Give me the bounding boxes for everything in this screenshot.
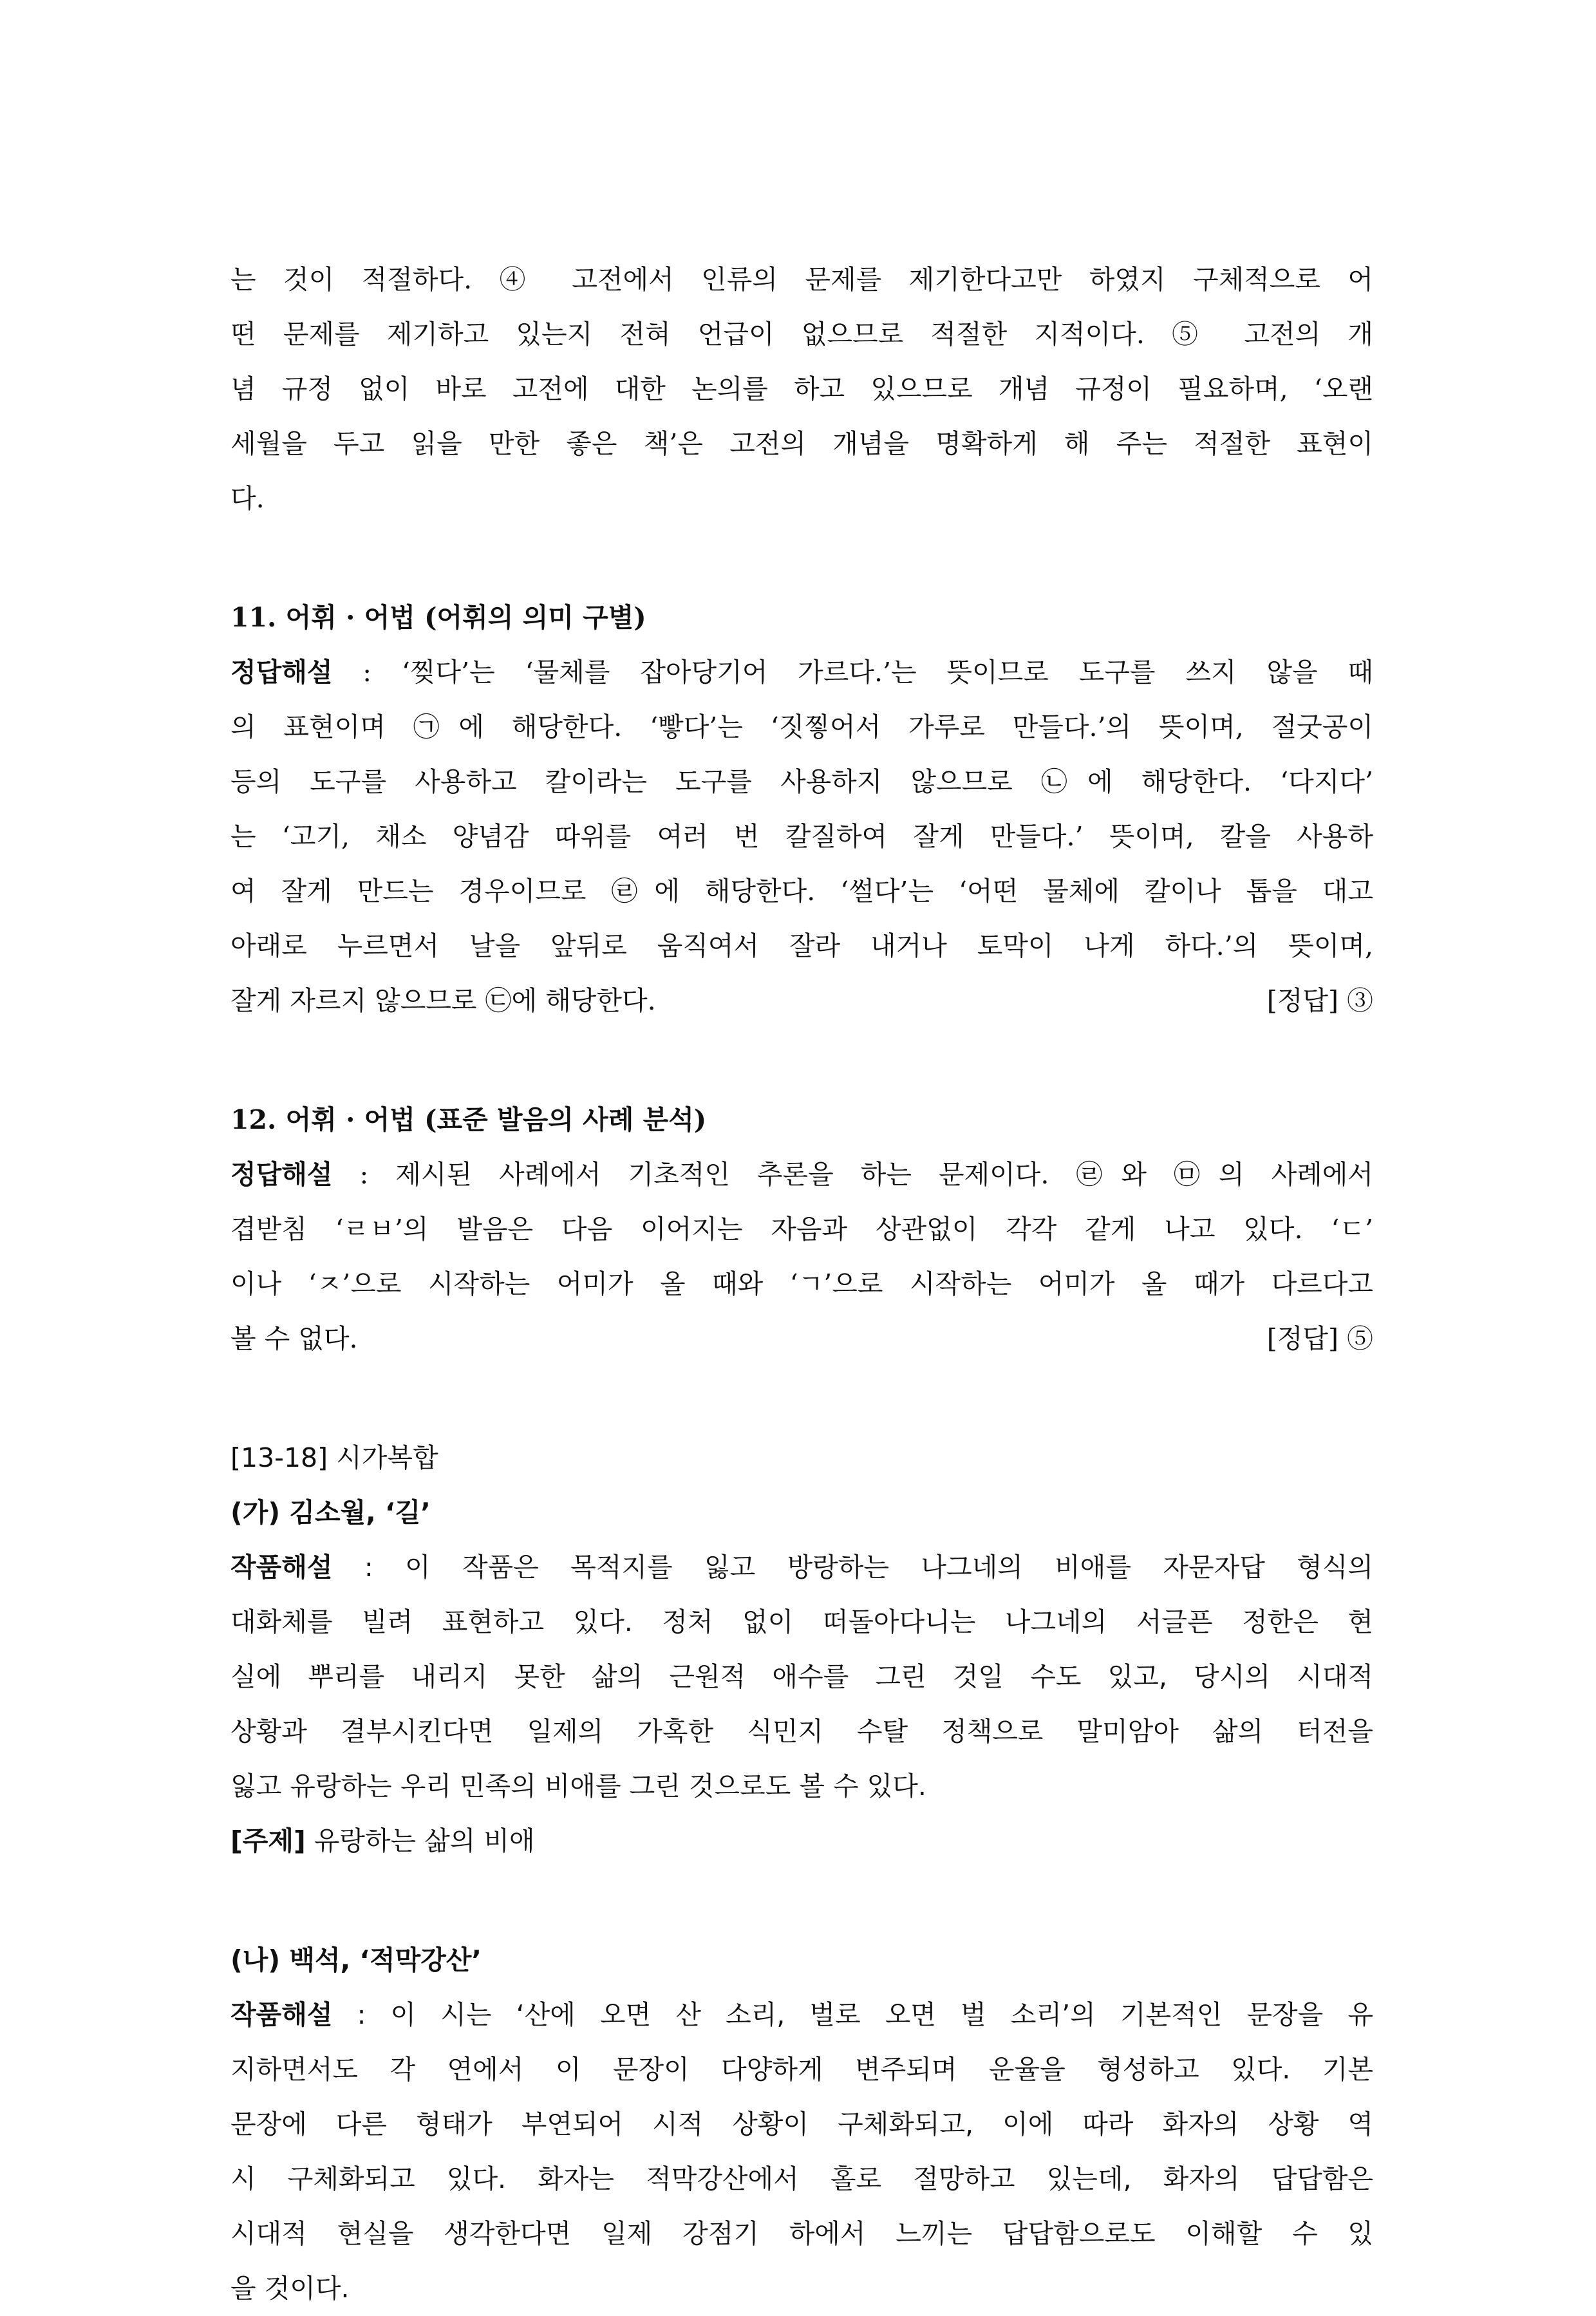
text-line: 는 것이 적절하다. ④ 고전에서 인류의 문제를 제기한다고만 하였지 구체적으로 어 — [230, 264, 1373, 295]
text-line: 념 규정 없이 바로 고전에 대한 논의를 하고 있으므로 개념 규정이 필요하며, ‘오랜 — [230, 373, 1373, 404]
text-line: 의 표현이며 ㉠에 해당한다. ‘빻다’는 ‘짓찧어서 가루로 만들다.’의 뜻이며, 절굿공이 — [230, 711, 1373, 742]
text-fragment: : 이 시는 ‘산에 오면 산 소리, 벌로 오면 벌 소리’의 기본적인 문장을 유 — [332, 1999, 1373, 2030]
text-line: 세월을 두고 읽을 만한 좋은 책’은 고전의 개념을 명확하게 해 주는 적절한 표현이 — [230, 428, 1373, 459]
text-fragment: 잘게 자르지 않으므로 ㉢에 해당한다. — [230, 985, 656, 1016]
text-line — [230, 1147, 1373, 1202]
poem-heading: (가) 김소월, ‘길’ — [230, 1497, 431, 1528]
text-line: 대화체를 빌려 표현하고 있다. 정처 없이 떠돌아다니는 나그네의 서글픈 정한은 현 — [230, 1606, 1373, 1637]
section-13-18 — [230, 1431, 1373, 2316]
answer-mark: [정답] ③ — [1266, 985, 1373, 1016]
text-line: 다. — [230, 483, 265, 514]
poem-na — [230, 1933, 1373, 2316]
text-line: 여 잘게 만드는 경우이므로 ㉣에 해당한다. ‘썰다’는 ‘어떤 물체에 칼이나 톱을 대고 — [230, 876, 1373, 907]
text-line: 지하면서도 각 연에서 이 문장이 다양하게 변주되며 운율을 형성하고 있다. 기본 — [230, 2054, 1373, 2085]
page-content — [230, 252, 1373, 2316]
text-line: 상황과 결부시킨다면 일제의 가혹한 식민지 수탈 정책으로 말미암아 삶의 터전을 — [230, 1716, 1373, 1747]
text-line: 잃고 유랑하는 우리 민족의 비애를 그린 것으로도 볼 수 있다. — [230, 1771, 926, 1802]
text-line: 는 ‘고기, 채소 양념감 따위를 여러 번 칼질하여 잘게 만들다.’ 뜻이며, 칼을 사용하 — [230, 821, 1373, 852]
question-heading: 11. 어휘 · 어법 (어휘의 의미 구별) — [230, 602, 646, 633]
text-line: 시대적 현실을 생각한다면 일제 강점기 하에서 느끼는 답답함으로도 이해할 수 있 — [230, 2218, 1373, 2249]
spacer — [230, 1028, 1373, 1093]
answer-explanation-label: 정답해설 — [230, 1159, 333, 1190]
text-line — [230, 1312, 1373, 1366]
text-line — [230, 645, 1373, 700]
work-explanation-label: 작품해설 — [230, 1999, 333, 2030]
text-fragment: : 제시된 사례에서 기초적인 추론을 하는 문제이다. ㉣와 ㉤의 사례에서 — [332, 1159, 1373, 1190]
text-line — [230, 974, 1373, 1028]
text-line — [230, 1540, 1373, 1595]
theme-label: [주제] — [230, 1825, 306, 1856]
question-12 — [230, 1093, 1373, 1366]
answer-mark: [정답] ⑤ — [1266, 1323, 1373, 1354]
text-line: 겹받침 ‘ㄹㅂ’의 발음은 다음 이어지는 자음과 상관없이 각각 같게 나고 있다. ‘ㄷ’ — [230, 1214, 1373, 1245]
answer-explanation-label: 정답해설 — [230, 657, 333, 688]
text-line: 떤 문제를 제기하고 있는지 전혀 언급이 없으므로 적절한 지적이다. ⑤ 고전의 개 — [230, 319, 1373, 350]
text-line: 등의 도구를 사용하고 칼이라는 도구를 사용하지 않으므로 ㉡에 해당한다. ‘다지다’ — [230, 766, 1373, 797]
poem-heading: (나) 백석, ‘적막강산’ — [230, 1944, 482, 1975]
theme-line — [230, 1814, 1373, 1869]
text-fragment: 볼 수 없다. — [230, 1323, 358, 1354]
text-fragment: : ‘찢다’는 ‘물체를 잡아당기어 가르다.’는 뜻이므로 도구를 쓰지 않을 때 — [332, 657, 1373, 688]
text-line: 을 것이다. — [230, 2273, 350, 2304]
text-line: 문장에 다른 형태가 부연되어 시적 상황이 구체화되고, 이에 따라 화자의 상황 역 — [230, 2109, 1373, 2140]
text-line: 이나 ‘ㅈ’으로 시작하는 어미가 올 때와 ‘ㄱ’으로 시작하는 어미가 올 때가 다르다고 — [230, 1268, 1373, 1299]
text-fragment: : 이 작품은 목적지를 잃고 방랑하는 나그네의 비애를 자문자답 형식의 — [332, 1552, 1373, 1583]
poem-ga — [230, 1485, 1373, 1869]
theme-text: 유랑하는 삶의 비애 — [305, 1825, 535, 1856]
spacer — [230, 1366, 1373, 1431]
text-line: 실에 뿌리를 내리지 못한 삶의 근원적 애수를 그린 것일 수도 있고, 당시의 시대적 — [230, 1661, 1373, 1692]
question-heading: 12. 어휘 · 어법 (표준 발음의 사례 분석) — [230, 1104, 707, 1135]
text-line: 아래로 누르면서 날을 앞뒤로 움직여서 잘라 내거나 토막이 나게 하다.’의 뜻이며, — [230, 930, 1373, 961]
section-title: [13-18] 시가복합 — [230, 1442, 438, 1473]
work-explanation-label: 작품해설 — [230, 1552, 333, 1583]
spacer — [230, 526, 1373, 590]
text-line — [230, 1988, 1373, 2042]
spacer — [230, 1869, 1373, 1933]
intro-paragraph — [230, 252, 1373, 526]
question-11 — [230, 590, 1373, 1028]
text-line: 시 구체화되고 있다. 화자는 적막강산에서 홀로 절망하고 있는데, 화자의 답답함은 — [230, 2163, 1373, 2194]
